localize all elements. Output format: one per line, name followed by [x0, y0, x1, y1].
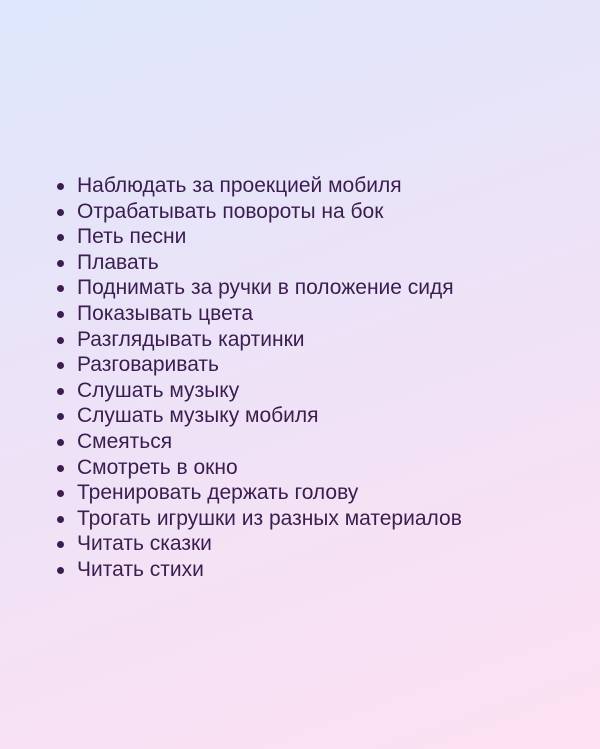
list-item: Читать стихи — [55, 557, 575, 583]
list-item: Тренировать держать голову — [55, 480, 575, 506]
list-item: Трогать игрушки из разных материалов — [55, 506, 575, 532]
list-item: Слушать музыку мобиля — [55, 403, 575, 429]
list-item: Поднимать за ручки в положение сидя — [55, 275, 575, 301]
list-item: Разглядывать картинки — [55, 327, 575, 353]
list-item: Слушать музыку — [55, 378, 575, 404]
list-item: Показывать цвета — [55, 301, 575, 327]
list-item: Смеяться — [55, 429, 575, 455]
list-item: Смотреть в окно — [55, 455, 575, 481]
list-item: Наблюдать за проекцией мобиля — [55, 173, 575, 199]
list-item: Разговаривать — [55, 352, 575, 378]
list-item: Петь песни — [55, 224, 575, 250]
activity-list — [55, 173, 575, 583]
list-item: Плавать — [55, 250, 575, 276]
list-item: Отрабатывать повороты на бок — [55, 199, 575, 225]
list-item: Читать сказки — [55, 531, 575, 557]
